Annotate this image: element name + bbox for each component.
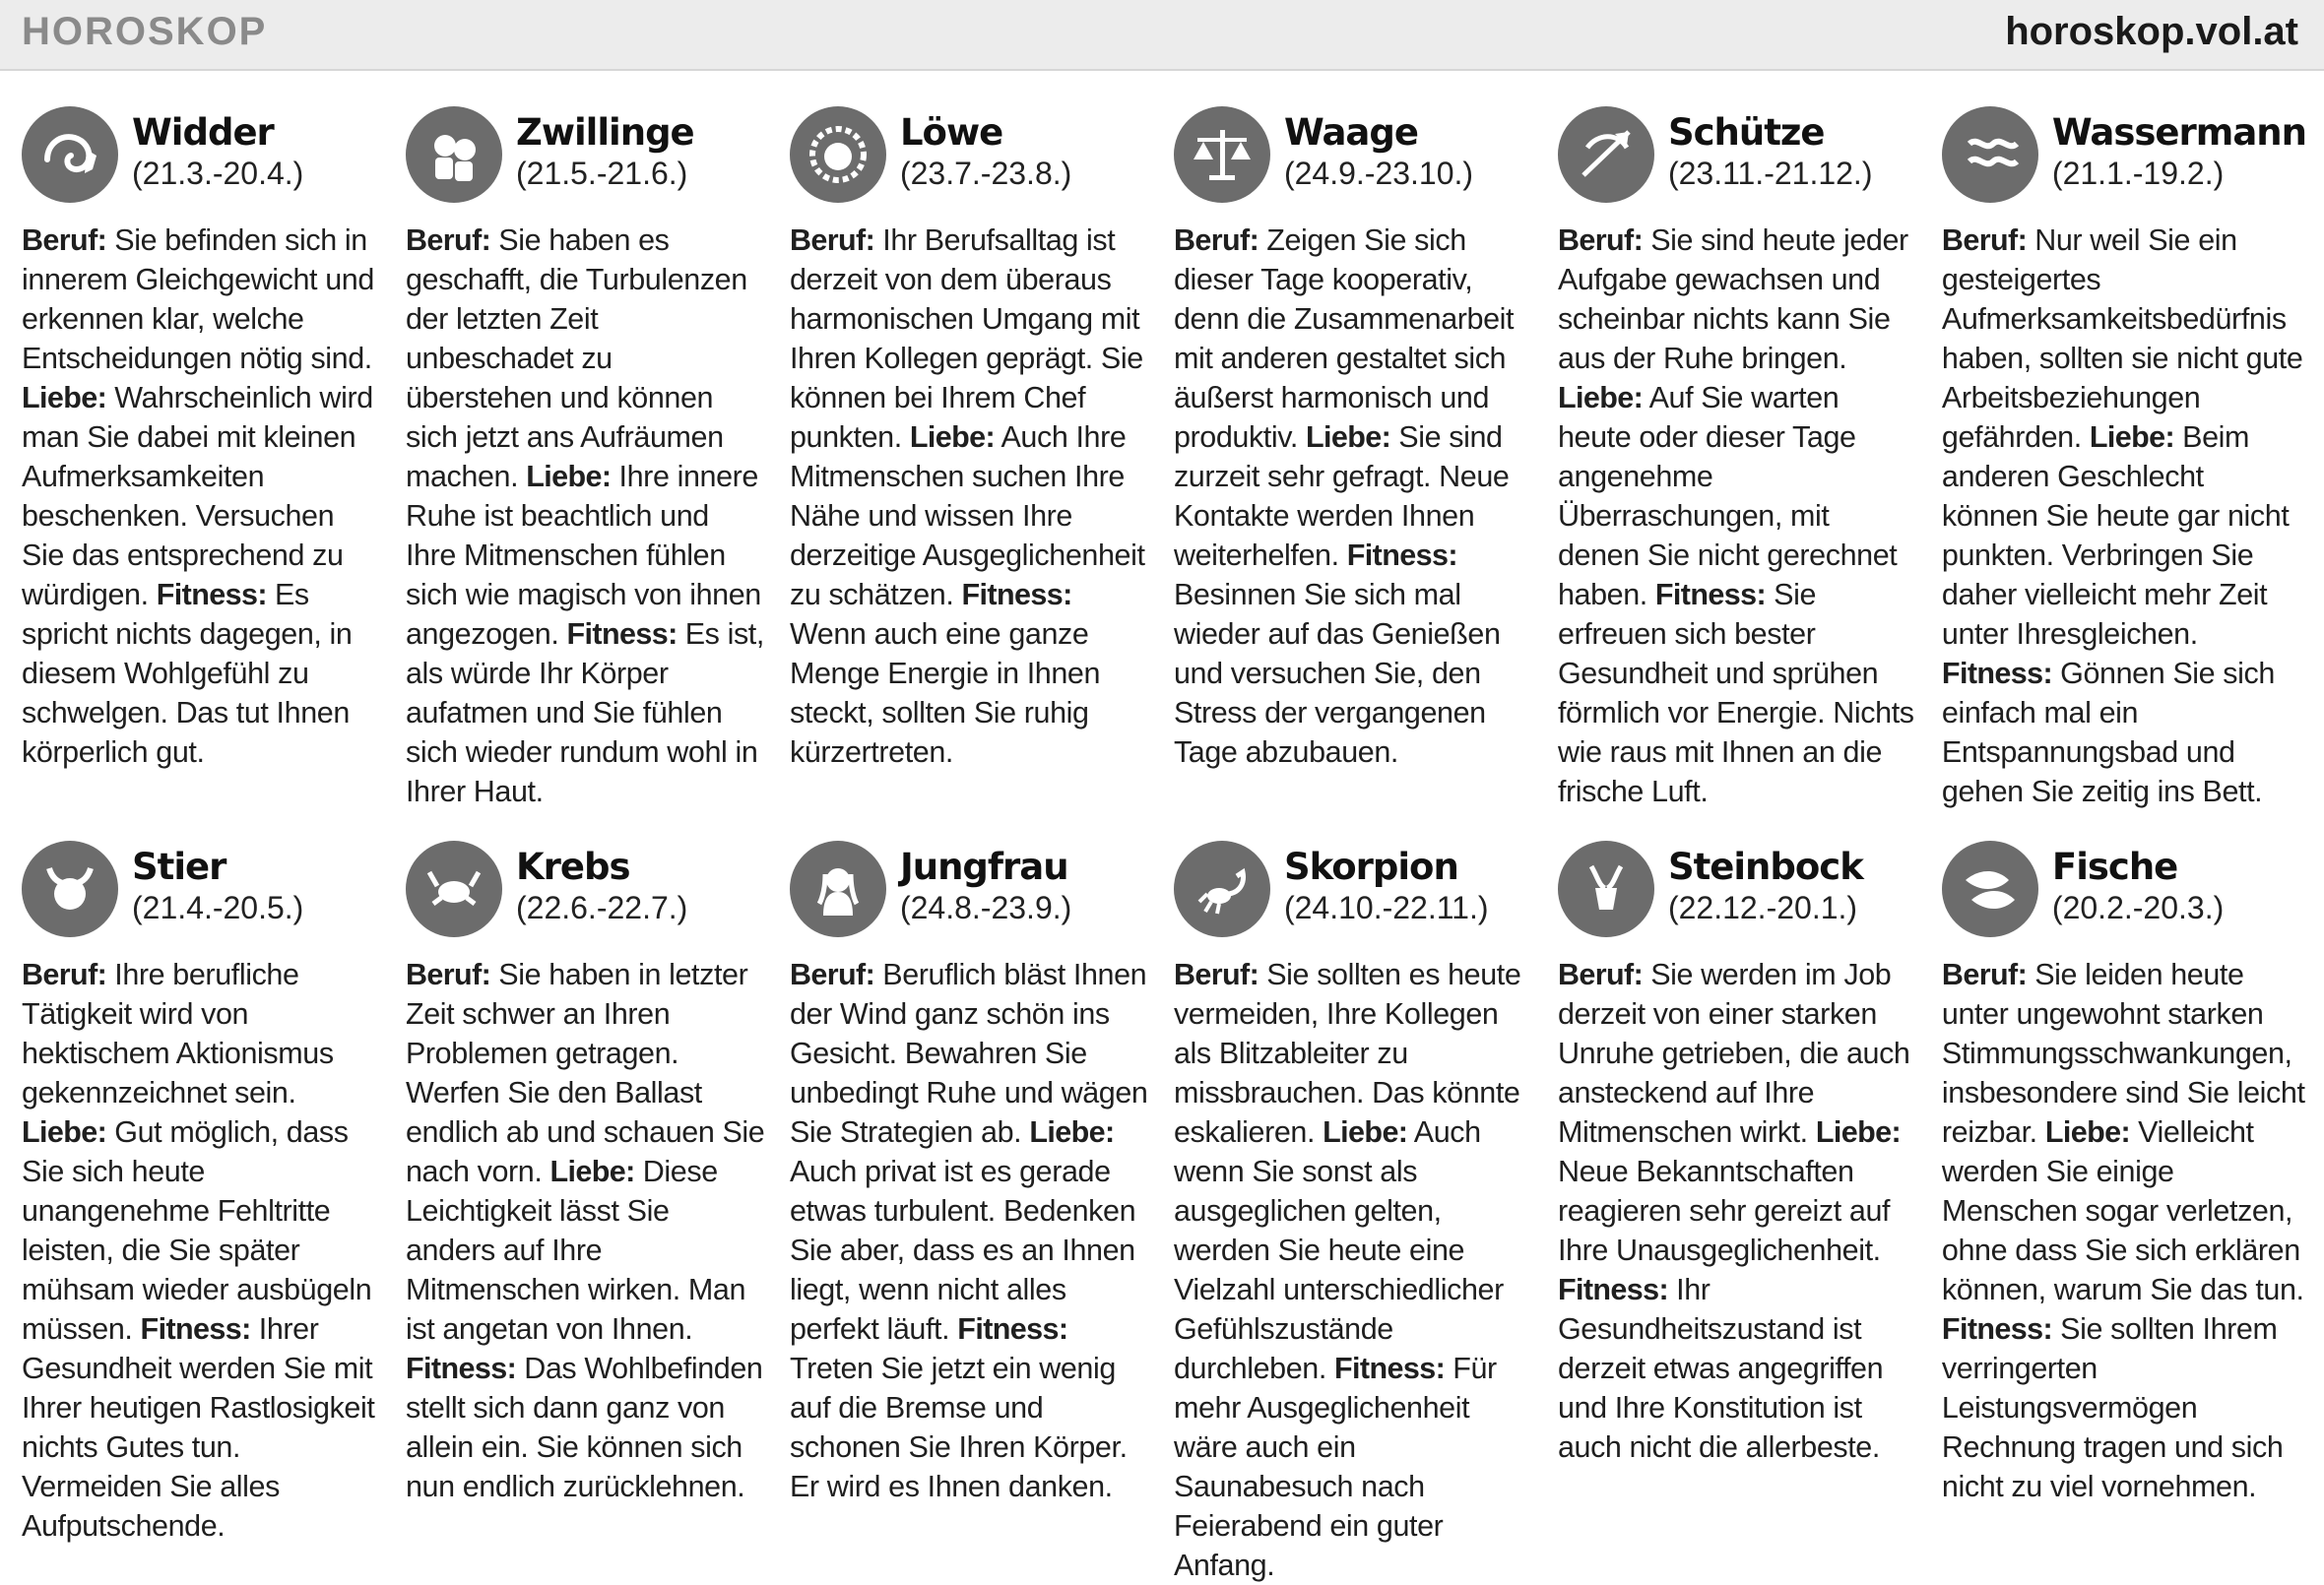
beruf-label: Beruf: [1941, 958, 2028, 991]
liebe-label: Liebe: [1815, 1115, 1902, 1149]
sign-title-block [900, 106, 1071, 193]
beruf-text: Ihr Berufsalltag ist derzeit von dem überaus harmonischen Umgang mit Ihren Kollegen geprägt. Sie können bei Ihrem Chef punkten. [789, 223, 1143, 454]
sign-date-range: (24.10.-22.11.) [1283, 890, 1489, 925]
beruf-label: Beruf: [1173, 958, 1259, 991]
zodiac-sign-löwe [790, 106, 1150, 811]
sign-title-block [1284, 841, 1489, 927]
fish-icon-glyph [1956, 855, 2025, 923]
sign-title-block [516, 106, 694, 193]
fitness-text: Das Wohlbefinden stellt sich dann ganz von allein ein. Sie können sich nun endlich zurücklehnen. [405, 1352, 763, 1503]
sign-name: Wassermann [2051, 111, 2306, 154]
fitness-text: Ihrer Gesundheit werden Sie mit Ihrer heutigen Rastlosigkeit nichts Gutes tun. Vermeiden Sie alles Aufputschende. [22, 1312, 375, 1543]
zodiac-sign-wassermann [1942, 106, 2306, 811]
goat-icon [1558, 841, 1654, 937]
beruf-text: Zeigen Sie sich dieser Tage kooperativ, denn die Zusammenarbeit mit anderen gestaltet sich äußerst harmonisch und produktiv. [1173, 223, 1515, 454]
liebe-label: Liebe: [22, 1115, 107, 1149]
liebe-text: Auch Ihre Mitmenschen suchen Ihre Nähe und wissen Ihre derzeitige Ausgeglichenheit zu schätzen. [789, 420, 1145, 611]
fitness-text: Treten Sie jetzt ein wenig auf die Bremse und schonen Sie Ihren Körper. Er wird es Ihnen danken. [789, 1352, 1128, 1503]
sign-date-range: (24.9.-23.10.) [1283, 156, 1474, 191]
fitness-label: Fitness: [1346, 539, 1457, 572]
sign-date-range: (23.7.-23.8.) [899, 156, 1072, 191]
sign-text [1942, 221, 2306, 811]
fitness-label: Fitness: [140, 1312, 251, 1346]
zodiac-sign-widder [22, 106, 382, 811]
lion-icon [790, 106, 886, 203]
bull-icon-glyph [35, 855, 104, 923]
beruf-text: Sie sollten es heute vermeiden, Ihre Kollegen als Blitzableiter zu missbrauchen. Das könnte eskalieren. [1173, 958, 1521, 1149]
sign-text [1558, 221, 1918, 811]
fitness-label: Fitness: [405, 1352, 517, 1385]
twins-icon-glyph [420, 120, 488, 189]
fitness-label: Fitness: [1941, 657, 2053, 690]
sign-title-block [132, 841, 303, 927]
liebe-text: Auch wenn Sie sonst als ausgeglichen gelten, werden Sie heute eine Vielzahl unterschiedlicher Gefühlszustände durchleben. [1173, 1115, 1504, 1385]
water-bearer-icon-glyph [1956, 120, 2025, 189]
liebe-label: Liebe: [22, 381, 107, 414]
scorpion-icon-glyph [1188, 855, 1257, 923]
beruf-label: Beruf: [1173, 223, 1259, 257]
sign-name: Jungfrau [899, 846, 1068, 888]
zodiac-sign-waage [1174, 106, 1534, 811]
sign-date-range: (21.3.-20.4.) [132, 156, 304, 191]
zodiac-sign-schütze [1558, 106, 1918, 811]
liebe-text: Vielleicht werden Sie einige Menschen sogar verletzen, ohne dass Sie sich erklären können, warum Sie das tun. [1941, 1115, 2304, 1306]
liebe-text: Diese Leichtigkeit lässt Sie anders auf Ihre Mitmenschen wirken. Man ist angetan von Ihnen. [405, 1155, 746, 1346]
liebe-label: Liebe: [1306, 420, 1391, 454]
sign-header [22, 841, 382, 947]
ram-icon-glyph [35, 120, 104, 189]
liebe-label: Liebe: [2089, 420, 2175, 454]
sign-name: Löwe [899, 111, 1003, 154]
sign-name: Skorpion [1283, 846, 1458, 888]
page-header [0, 0, 2324, 71]
beruf-text: Sie haben es geschafft, die Turbulenzen der letzten Zeit unbeschadet zu überstehen und können sich jetzt ans Aufräumen machen. [405, 223, 747, 493]
beruf-label: Beruf: [1941, 223, 2028, 257]
sign-name: Widder [132, 111, 274, 154]
fitness-text: Besinnen Sie sich mal wieder auf das Genießen und versuchen Sie, den Stress der vergangenen Tage abzubauen. [1173, 578, 1501, 769]
sign-header [1174, 841, 1534, 947]
fitness-label: Fitness: [1557, 1273, 1669, 1306]
zodiac-sign-krebs [406, 841, 766, 1585]
beruf-text: Nur weil Sie ein gesteigertes Aufmerksamkeitsbedürfnis haben, sollten sie nicht gute Arbeitsbeziehungen gefährden. [1941, 223, 2303, 454]
crab-icon-glyph [420, 855, 488, 923]
goat-icon-glyph [1572, 855, 1641, 923]
bull-icon [22, 841, 118, 937]
zodiac-sign-fische [1942, 841, 2306, 1585]
beruf-text: Beruflich bläst Ihnen der Wind ganz schön ins Gesicht. Bewahren Sie unbedingt Ruhe und wägen Sie Strategien ab. [789, 958, 1148, 1149]
sign-text [1558, 955, 1918, 1467]
beruf-label: Beruf: [405, 223, 491, 257]
sign-header [22, 106, 382, 213]
liebe-label: Liebe: [1323, 1115, 1408, 1149]
beruf-text: Sie leiden heute unter ungewohnt starken Stimmungsschwankungen, insbesondere sind Sie leicht reizbar. [1941, 958, 2305, 1149]
liebe-text: Beim anderen Geschlecht können Sie heute gar nicht punkten. Verbringen Sie daher vielleicht mehr Zeit unter Ihresgleichen. [1941, 420, 2290, 651]
sign-name: Stier [132, 846, 226, 888]
liebe-text: Auf Sie warten heute oder dieser Tage angenehme Überraschungen, mit denen Sie nicht gerechnet haben. [1557, 381, 1898, 611]
zodiac-sign-skorpion [1174, 841, 1534, 1585]
sign-text [790, 221, 1150, 772]
sign-title-block [132, 106, 303, 193]
liebe-text: Sie sind zurzeit sehr gefragt. Neue Kontakte werden Ihnen weiterhelfen. [1173, 420, 1510, 572]
scales-icon-glyph [1188, 120, 1257, 189]
beruf-text: Sie haben in letzter Zeit schwer an Ihren Problemen getragen. Werfen Sie den Ballast endlich ab und schauen Sie nach vorn. [405, 958, 765, 1188]
sign-header [1942, 106, 2306, 213]
fitness-text: Sie sollten Ihrem verringerten Leistungsvermögen Rechnung tragen und sich nicht zu viel vornehmen. [1941, 1312, 2284, 1503]
sign-date-range: (22.12.-20.1.) [1667, 890, 1858, 925]
sign-name: Waage [1283, 111, 1418, 154]
sign-date-range: (21.1.-19.2.) [2051, 156, 2225, 191]
sign-title-block [900, 841, 1071, 927]
sign-name: Fische [2051, 846, 2178, 888]
sign-header [406, 841, 766, 947]
archer-icon-glyph [1572, 120, 1641, 189]
beruf-label: Beruf: [1557, 223, 1644, 257]
site-url[interactable]: horoskop.vol.at [2005, 10, 2298, 53]
sign-header [790, 106, 1150, 213]
beruf-text: Sie befinden sich in innerem Gleichgewicht und erkennen klar, welche Entscheidungen nötig sind. [22, 223, 374, 375]
beruf-label: Beruf: [789, 223, 875, 257]
fitness-label: Fitness: [1941, 1312, 2053, 1346]
fitness-label: Fitness: [156, 578, 267, 611]
sign-text [1174, 221, 1534, 772]
sign-text [1942, 955, 2306, 1506]
fitness-label: Fitness: [1654, 578, 1767, 611]
sign-text [406, 221, 766, 811]
liebe-label: Liebe: [526, 460, 612, 493]
fitness-text: Sie erfreuen sich bester Gesundheit und sprühen förmlich vor Energie. Nichts wie raus mit Ihnen an die frische Luft. [1557, 578, 1914, 808]
zodiac-sign-stier [22, 841, 382, 1585]
sign-text [1174, 955, 1534, 1585]
fitness-text: Es ist, als würde Ihr Körper aufatmen und Sie fühlen sich wieder rundum wohl in Ihrer Haut. [405, 617, 764, 808]
crab-icon [406, 841, 502, 937]
virgin-icon [790, 841, 886, 937]
sign-title-block [2052, 106, 2306, 193]
sign-text [406, 955, 766, 1506]
fish-icon [1942, 841, 2038, 937]
beruf-text: Ihre berufliche Tätigkeit wird von hektischem Aktionismus gekennzeichnet sein. [22, 958, 334, 1110]
sign-text [790, 955, 1150, 1506]
lion-icon-glyph [804, 120, 872, 189]
scales-icon [1174, 106, 1270, 203]
fitness-text: Für mehr Ausgeglichenheit wäre auch ein Saunabesuch nach Feierabend ein guter Anfang. [1173, 1352, 1497, 1582]
virgin-icon-glyph [804, 855, 872, 923]
horoscope-grid [22, 106, 2306, 1582]
section-title: HOROSKOP [22, 10, 268, 53]
liebe-text: Neue Bekanntschaften reagieren sehr gereizt auf Ihre Unausgeglichenheit. [1557, 1155, 1891, 1267]
beruf-text: Sie werden im Job derzeit von einer starken Unruhe getrieben, die auch ansteckend auf Ihre Mitmenschen wirkt. [1557, 958, 1910, 1149]
fitness-text: Ihr Gesundheitszustand ist derzeit etwas angegriffen und Ihre Konstitution ist auch nicht die allerbeste. [1557, 1273, 1884, 1464]
beruf-label: Beruf: [789, 958, 875, 991]
liebe-text: Ihre innere Ruhe ist beachtlich und Ihre Mitmenschen fühlen sich wie magisch von ihnen angezogen. [405, 460, 761, 651]
sign-date-range: (23.11.-21.12.) [1667, 156, 1873, 191]
sign-date-range: (21.5.-21.6.) [515, 156, 688, 191]
twins-icon [406, 106, 502, 203]
archer-icon [1558, 106, 1654, 203]
sign-name: Krebs [515, 846, 630, 888]
fitness-label: Fitness: [957, 1312, 1068, 1346]
zodiac-sign-jungfrau [790, 841, 1150, 1585]
beruf-label: Beruf: [1557, 958, 1644, 991]
liebe-label: Liebe: [909, 420, 996, 454]
fitness-text: Wenn auch eine ganze Menge Energie in Ihnen steckt, sollten Sie ruhig kürzertreten. [789, 617, 1101, 769]
sign-title-block [1284, 106, 1473, 193]
sign-header [790, 841, 1150, 947]
beruf-label: Beruf: [22, 223, 107, 257]
beruf-label: Beruf: [405, 958, 491, 991]
beruf-label: Beruf: [22, 958, 107, 991]
sign-name: Schütze [1667, 111, 1825, 154]
liebe-label: Liebe: [2044, 1115, 2131, 1149]
beruf-text: Sie sind heute jeder Aufgabe gewachsen und scheinbar nichts kann Sie aus der Ruhe bringen. [1557, 223, 1908, 375]
sign-title-block [2052, 841, 2224, 927]
ram-icon [22, 106, 118, 203]
liebe-text: Gut möglich, dass Sie sich heute unangenehme Fehltritte leisten, die Sie später mühsam wieder ausbügeln müssen. [22, 1115, 372, 1346]
liebe-text: Auch privat ist es gerade etwas turbulent. Bedenken Sie aber, dass es an Ihnen liegt, wenn nicht alles perfekt läuft. [789, 1155, 1136, 1346]
liebe-label: Liebe: [549, 1155, 635, 1188]
liebe-text: Wahrscheinlich wird man Sie dabei mit kleinen Aufmerksamkeiten beschenken. Versuchen Sie das entsprechend zu würdigen. [22, 381, 373, 611]
fitness-label: Fitness: [961, 578, 1072, 611]
sign-title-block [516, 841, 687, 927]
sign-name: Zwillinge [515, 111, 694, 154]
fitness-label: Fitness: [566, 617, 678, 651]
sign-title-block [1668, 106, 1873, 193]
liebe-label: Liebe: [1557, 381, 1644, 414]
water-bearer-icon [1942, 106, 2038, 203]
sign-name: Steinbock [1667, 846, 1863, 888]
sign-date-range: (21.4.-20.5.) [132, 890, 304, 925]
sign-text [22, 221, 382, 772]
sign-date-range: (22.6.-22.7.) [515, 890, 688, 925]
sign-header [406, 106, 766, 213]
fitness-text: Es spricht nichts dagegen, in diesem Wohlgefühl zu schwelgen. Das tut Ihnen körperlich gut. [22, 578, 353, 769]
sign-text [22, 955, 382, 1546]
sign-date-range: (24.8.-23.9.) [899, 890, 1072, 925]
sign-header [1558, 841, 1918, 947]
fitness-label: Fitness: [1334, 1352, 1446, 1385]
sign-title-block [1668, 841, 1863, 927]
sign-date-range: (20.2.-20.3.) [2051, 890, 2225, 925]
zodiac-sign-zwillinge [406, 106, 766, 811]
sign-header [1942, 841, 2306, 947]
liebe-label: Liebe: [1029, 1115, 1115, 1149]
zodiac-sign-steinbock [1558, 841, 1918, 1585]
scorpion-icon [1174, 841, 1270, 937]
sign-header [1558, 106, 1918, 213]
fitness-text: Gönnen Sie sich einfach mal ein Entspannungsbad und gehen Sie zeitig ins Bett. [1941, 657, 2275, 808]
sign-header [1174, 106, 1534, 213]
